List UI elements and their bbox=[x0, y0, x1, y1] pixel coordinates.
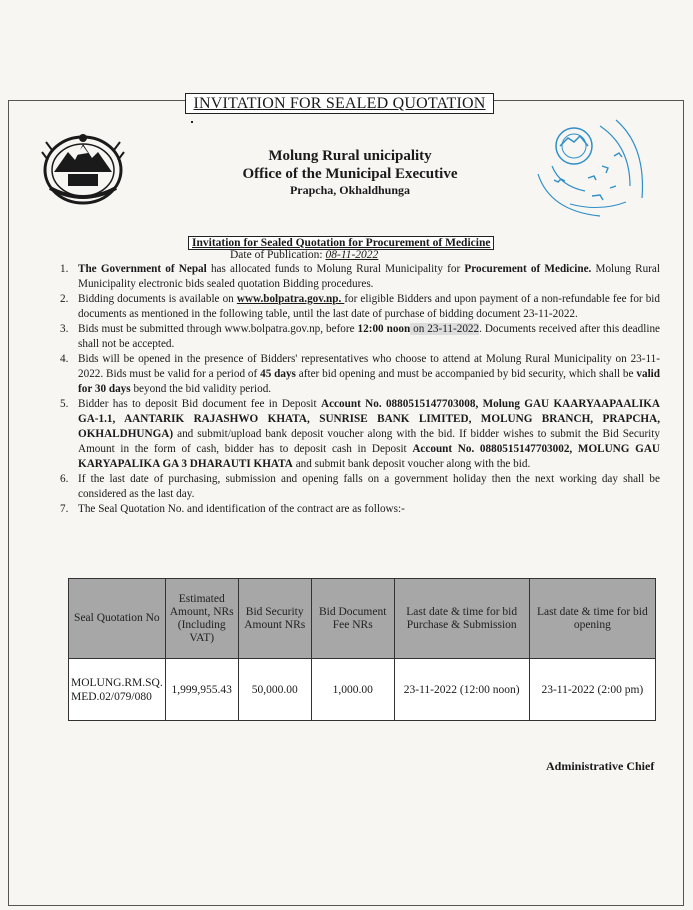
col-bid-document-fee: Bid Document Fee NRs bbox=[311, 579, 394, 659]
notice-item-7 bbox=[60, 502, 660, 517]
item-highlight-text: on 23-11-2022 bbox=[410, 323, 480, 335]
publication-date-value: 08-11-2022 bbox=[325, 249, 379, 261]
item-bold-text: The Government of Nepal bbox=[78, 263, 207, 275]
item-text: Bids must be submitted through www.bolpatra.gov.np, before bbox=[78, 323, 358, 335]
office-address: Prapcha, Okhaldhunga bbox=[289, 183, 411, 197]
cell-estimated-amount: 1,999,955.43 bbox=[165, 659, 238, 721]
notice-item-3 bbox=[60, 322, 660, 352]
notice-item-5 bbox=[60, 397, 660, 472]
item-text: has allocated funds to Molung Rural Municipality for bbox=[206, 263, 465, 275]
col-estimated-amount: Estimated Amount, NRs (Including VAT) bbox=[165, 579, 238, 659]
publication-date bbox=[230, 249, 378, 262]
item-text: If the last date of purchasing, submission and opening falls on a government holiday then the next working day shall be considered as the last day. bbox=[78, 473, 660, 500]
cell-last-date-opening: 23-11-2022 (2:00 pm) bbox=[529, 659, 655, 721]
item-number: 1. bbox=[60, 263, 69, 275]
item-number: 5. bbox=[60, 398, 69, 410]
item-number: 2. bbox=[60, 293, 69, 305]
item-text: . Bids must be valid for a period of bbox=[100, 368, 261, 380]
item-text: and submit bank deposit voucher along with the bid. bbox=[292, 458, 531, 470]
item-bold-text: Account No. 0880515147703002, MOLUNG GAU KARYAPALIKA GA 3 DHARAUTI KHATA bbox=[78, 443, 660, 470]
col-bid-security: Bid Security Amount NRs bbox=[238, 579, 311, 659]
item-text: beyond the bid validity period. bbox=[130, 383, 272, 395]
notice-item-2 bbox=[60, 292, 660, 322]
item-text: Bids will be opened in the presence of Bidders' representatives who choose to attend at Molung Rural Municipality on 23-11-2022 bbox=[78, 353, 660, 380]
col-seal-quotation-no: Seal Quotation No bbox=[69, 579, 166, 659]
notice-items bbox=[60, 262, 660, 517]
notice-item-6 bbox=[60, 472, 660, 502]
publication-date-label: Date of Publication: bbox=[230, 249, 326, 261]
cell-bid-security: 50,000.00 bbox=[238, 659, 311, 721]
notice-item-1 bbox=[60, 262, 660, 292]
item-bold-text: 45 days bbox=[260, 368, 296, 380]
document-banner: INVITATION FOR SEALED QUOTATION bbox=[185, 93, 494, 114]
item-number: 7. bbox=[60, 503, 69, 515]
signature-title: Administrative Chief bbox=[546, 759, 655, 773]
item-number: 3. bbox=[60, 323, 69, 335]
item-bold-text: Account No. 0880515147703008, Molung GAU KAARYAAPAALIKA GA-1.1, AANTARIK RAJASHWO KHATA, SUNRISE BANK LIMITED, MOLUNG BRANCH, PRAPCHA, OKHALDHUNGA) bbox=[78, 398, 660, 440]
table-header-row bbox=[69, 579, 656, 659]
item-text: and submit/upload bank deposit voucher along with the bid. If bidder wishes to submit the Bid Security Amount in the form of cash, bidder has to deposit cash in Deposit bbox=[78, 428, 660, 455]
municipality-name: Molung Rural unicipality bbox=[268, 148, 432, 164]
cell-last-date-submission: 23-11-2022 (12:00 noon) bbox=[394, 659, 529, 721]
cell-bid-document-fee: 1,000.00 bbox=[311, 659, 394, 721]
item-text: for eligible Bidders and upon payment of a non-refundable fee for bid documents as mentioned in the following table, until the last date of purchase of bidding document 23-11-2022. bbox=[78, 293, 660, 320]
item-bold-text: 12:00 noon bbox=[357, 323, 411, 335]
notice-item-4 bbox=[60, 352, 660, 397]
stray-mark bbox=[191, 121, 193, 123]
col-last-date-opening: Last date & time for bid opening bbox=[529, 579, 655, 659]
item-text: . Documents received after this deadline shall not be accepted. bbox=[78, 323, 661, 350]
item-text: Bidder has to deposit Bid document fee in Deposit bbox=[78, 398, 322, 410]
office-name: Office of the Municipal Executive bbox=[242, 166, 458, 182]
office-header bbox=[150, 148, 550, 198]
quotation-table bbox=[68, 578, 656, 721]
item-text: Molung Rural Municipality electronic bids sealed quotation Bidding procedures. bbox=[78, 263, 660, 290]
nepal-emblem-icon bbox=[40, 130, 126, 206]
item-bold-text: valid for 30 days bbox=[78, 368, 661, 395]
item-number: 6. bbox=[60, 473, 69, 485]
item-text: Bidding documents is available on bbox=[78, 293, 237, 305]
item-bold-text: Procurement of Medicine. bbox=[464, 263, 592, 275]
bolpatra-link-text: www.bolpatra.gov.np. bbox=[236, 293, 345, 305]
item-number: 4. bbox=[60, 353, 69, 365]
notice-subtitle: Invitation for Sealed Quotation for Procurement of Medicine bbox=[188, 236, 494, 250]
cell-seal-quotation-no: MOLUNG.RM.SQ. MED.02/079/080 bbox=[69, 659, 166, 721]
item-text: after bid opening and must be accompanied by bid security, which shall be bbox=[295, 368, 637, 380]
col-last-date-submission: Last date & time for bid Purchase & Submission bbox=[394, 579, 529, 659]
item-text: The Seal Quotation No. and identification of the contract are as follows:- bbox=[78, 503, 405, 515]
table-row bbox=[69, 659, 656, 721]
